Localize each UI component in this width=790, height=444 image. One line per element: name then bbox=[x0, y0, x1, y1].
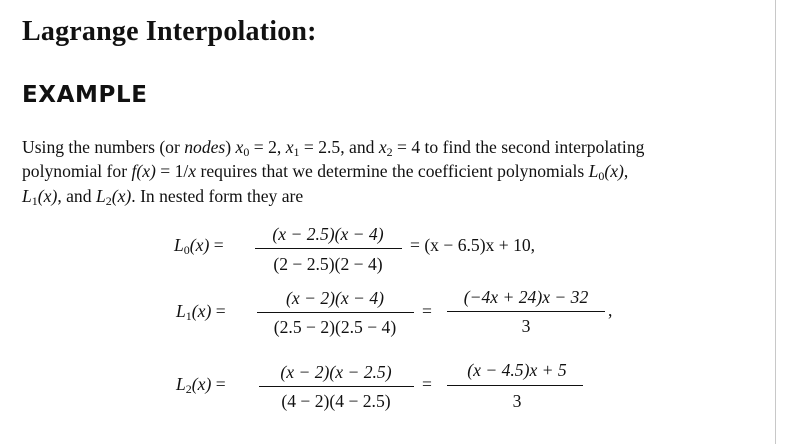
text-run: , bbox=[623, 161, 629, 181]
var-x2: x bbox=[378, 137, 387, 157]
equation-L2-denominator-2: 3 bbox=[512, 391, 522, 411]
equals-sign: = bbox=[422, 301, 432, 321]
poly-arg: (x) bbox=[191, 301, 212, 321]
equation-L1-denominator-2: 3 bbox=[521, 316, 531, 336]
text-run: = 2, bbox=[249, 137, 286, 157]
poly-arg: (x) bbox=[189, 235, 210, 255]
equation-L0-result: = (x − 6.5)x + 10, bbox=[410, 235, 536, 255]
poly-L0: L bbox=[588, 161, 599, 181]
var-x: x bbox=[188, 161, 197, 181]
example-label: EXAMPLE bbox=[22, 82, 148, 108]
nodes-term: nodes bbox=[184, 137, 226, 157]
page-title: Lagrange Interpolation: bbox=[22, 16, 317, 47]
subscript: 1 bbox=[185, 309, 192, 323]
poly-L2: L bbox=[95, 186, 106, 206]
equation-L0-lhs bbox=[174, 235, 224, 256]
subscript: 0 bbox=[598, 169, 605, 183]
text-run: = 1/ bbox=[155, 161, 189, 181]
equation-L2-numerator: (x − 2)(x − 2.5) bbox=[280, 362, 392, 382]
text-run: . In nested form they are bbox=[131, 186, 304, 206]
paragraph-line-3 bbox=[22, 186, 303, 207]
equals-sign: = bbox=[422, 374, 432, 394]
fraction-bar bbox=[257, 312, 414, 313]
poly-arg: (x) bbox=[604, 161, 624, 181]
poly-arg: (x) bbox=[191, 374, 212, 394]
subscript: 2 bbox=[185, 382, 192, 396]
equation-L0-denominator: (2 − 2.5)(2 − 4) bbox=[273, 254, 383, 274]
poly-L0: L bbox=[174, 235, 184, 255]
fraction-bar bbox=[447, 311, 605, 312]
poly-arg: (x) bbox=[37, 186, 58, 206]
poly-L1: L bbox=[22, 186, 32, 206]
text-run: polynomial for bbox=[22, 161, 132, 181]
fraction-bar bbox=[255, 248, 402, 249]
func-arg: (x) bbox=[136, 161, 156, 181]
subscript: 2 bbox=[386, 145, 393, 159]
func-f: f bbox=[131, 161, 137, 181]
text-run: ) bbox=[225, 137, 236, 157]
var-x1: x bbox=[285, 137, 294, 157]
text-run: = 4 to find the second interpolating bbox=[392, 137, 645, 157]
text-run: Using the numbers (or bbox=[22, 137, 185, 157]
fraction-bar bbox=[259, 386, 414, 387]
equation-L1-numerator: (x − 2)(x − 4) bbox=[286, 288, 384, 308]
text-run: , and bbox=[57, 186, 96, 206]
equals-sign: = bbox=[215, 374, 226, 394]
equation-L2-numerator-2: (x − 4.5)x + 5 bbox=[467, 360, 567, 380]
paragraph-line-1 bbox=[22, 137, 644, 158]
poly-L2: L bbox=[176, 374, 186, 394]
text-run: = 2.5, and bbox=[299, 137, 379, 157]
equation-L1-denominator: (2.5 − 2)(2.5 − 4) bbox=[273, 317, 397, 337]
equation-L2-lhs bbox=[176, 374, 226, 395]
text-run: requires that we determine the coefficient polynomials bbox=[196, 161, 589, 181]
subscript: 1 bbox=[31, 194, 38, 208]
poly-arg: (x) bbox=[111, 186, 132, 206]
subscript: 0 bbox=[243, 145, 250, 159]
equation-L2-denominator: (4 − 2)(4 − 2.5) bbox=[281, 391, 391, 411]
equation-L0-numerator: (x − 2.5)(x − 4) bbox=[272, 224, 384, 244]
equation-L1-lhs bbox=[176, 301, 226, 322]
page-edge-line bbox=[775, 0, 776, 444]
equals-sign: = bbox=[215, 301, 226, 321]
equals-sign: = bbox=[213, 235, 224, 255]
poly-L1: L bbox=[176, 301, 186, 321]
paragraph-line-2 bbox=[22, 161, 628, 182]
equation-L1-numerator-2: (−4x + 24)x − 32 bbox=[463, 287, 589, 307]
fraction-bar bbox=[447, 385, 583, 386]
var-x0: x bbox=[235, 137, 244, 157]
subscript: 1 bbox=[293, 145, 300, 159]
subscript: 0 bbox=[183, 243, 190, 257]
trailing-comma: , bbox=[608, 300, 613, 320]
subscript: 2 bbox=[105, 194, 112, 208]
